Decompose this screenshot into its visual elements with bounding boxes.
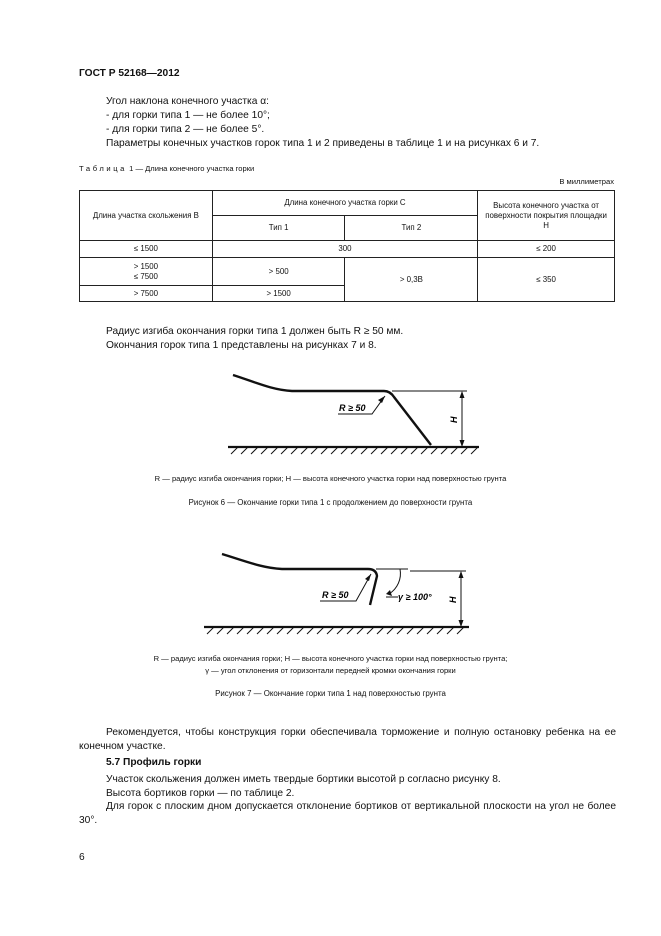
gamma-arc [389, 569, 400, 594]
figure-7-legend-line-1: R — радиус изгиба окончания горки; H — высота конечного участка горки над поверхностью грунта; [153, 654, 508, 663]
intro-line-1: Угол наклона конечного участка α: [106, 96, 269, 107]
figure-6-drawing [0, 365, 661, 485]
document-header: ГОСТ Р 52168—2012 [79, 68, 180, 79]
cell-b-line-2: ≤ 7500 [133, 271, 158, 281]
lower-line-2: Высота бортиков горки — по таблице 2. [106, 788, 295, 799]
figure-7-caption: Рисунок 7 — Окончание горки типа 1 над поверхностью грунта [215, 689, 446, 698]
table-units: В миллиметрах [559, 177, 614, 186]
slide-end-profile [222, 554, 377, 605]
height-label: H [449, 416, 459, 423]
intro-line-4: Параметры конечных участков горок типа 1 и 2 приведены в таблице 1 и на рисунках 6 и 7. [106, 138, 540, 149]
cell-c2: > 0,3B [345, 258, 478, 302]
page-number: 6 [79, 852, 85, 863]
figure-7-legend-line-2: γ — угол отклонения от горизонтали передней кромки окончания горки [205, 666, 456, 675]
figure-7-drawing [0, 546, 661, 646]
paragraph-flat-bottom: Для горок с плоским дном допускается отклонение бортиков от вертикальной плоскости на угол не более 30°. [79, 801, 616, 826]
header-b: Длина участка скольжения B [80, 191, 213, 241]
header-c: Длина конечного участка горки C [212, 191, 477, 216]
cell-c1: > 500 [212, 258, 345, 286]
cell-c1: > 1500 [212, 286, 345, 302]
arrowhead [378, 396, 385, 403]
table-1 [79, 190, 615, 302]
cell-c: 300 [212, 241, 477, 258]
cell-b [80, 258, 213, 286]
table-row [80, 241, 615, 258]
header-h: Высота конечного участка от поверхности покрытия площадки H [478, 191, 615, 241]
figure-6-caption: Рисунок 6 — Окончание горки типа 1 с продолжением до поверхности грунта [188, 498, 473, 507]
height-label: H [448, 596, 458, 603]
cell-b-line-1: > 1500 [133, 261, 159, 271]
slide-end-profile [233, 375, 431, 445]
middle-line-2: Окончания горок типа 1 представлены на рисунках 7 и 8. [106, 340, 377, 351]
cell-h: ≤ 200 [478, 241, 615, 258]
paragraph-recommendation: Рекомендуется, чтобы конструкция горки обеспечивала торможение и полную остановку ребенка на ее конечном участке. [79, 727, 616, 752]
cell-b: ≤ 1500 [80, 241, 213, 258]
figure-6-legend: R — радиус изгиба окончания горки; H — высота конечного участка горки над поверхностью грунта [154, 474, 507, 483]
arrowhead [365, 574, 371, 581]
header-type2: Тип 2 [345, 216, 478, 241]
cell-b: > 7500 [80, 286, 213, 302]
table-caption-rest: 1 — Длина конечного участка горки [129, 164, 255, 173]
table-caption [79, 164, 254, 174]
section-title: 5.7 Профиль горки [106, 757, 202, 768]
gamma-label: γ ≥ 100° [398, 592, 432, 602]
intro-line-2: - для горки типа 1 — не более 10°; [106, 110, 270, 121]
header-type1: Тип 1 [212, 216, 345, 241]
lower-line-1: Участок скольжения должен иметь твердые бортики высотой p согласно рисунку 8. [106, 774, 501, 785]
radius-label: R ≥ 50 [322, 590, 349, 600]
middle-line-1: Радиус изгиба окончания горки типа 1 должен быть R ≥ 50 мм. [106, 326, 404, 337]
intro-line-3: - для горки типа 2 — не более 5°. [106, 124, 265, 135]
table-row [80, 258, 615, 286]
cell-h: ≤ 350 [478, 258, 615, 302]
table-caption-prefix: Таблица [79, 164, 127, 173]
radius-label: R ≥ 50 [339, 403, 366, 413]
